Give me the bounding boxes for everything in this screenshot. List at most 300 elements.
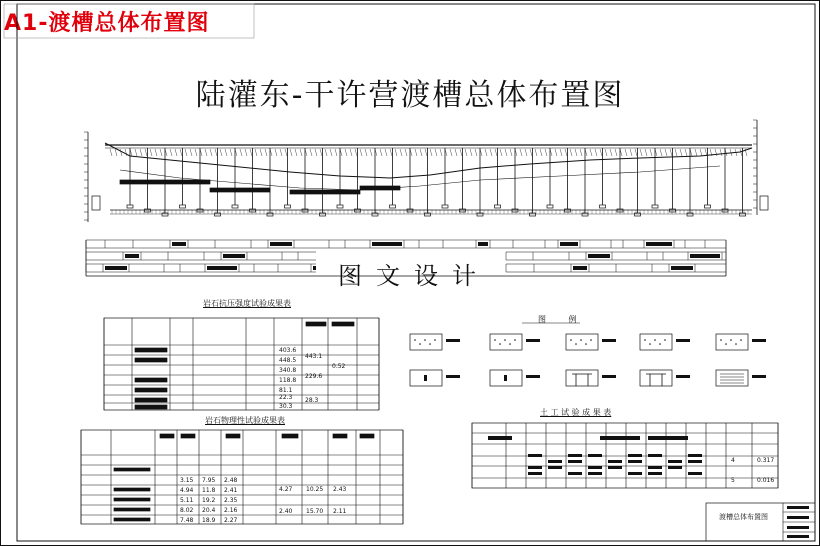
- pier-footing: [320, 213, 326, 216]
- banner-block: [172, 242, 186, 246]
- title-block: [706, 503, 815, 541]
- pier-footing: [145, 209, 151, 212]
- deck-hatch: [155, 149, 157, 156]
- table2-fill: [226, 434, 240, 438]
- table3-cell-fill: [528, 454, 542, 457]
- table2-value: 4.27: [279, 486, 293, 493]
- deck-hatch: [350, 149, 352, 156]
- banner-block: [671, 266, 693, 270]
- deck-hatch: [475, 149, 477, 156]
- drawing-title: 陆灌东-干许营渡槽总体布置图: [195, 78, 625, 113]
- table3-cell-fill: [528, 466, 542, 469]
- legend-dot: [419, 343, 421, 345]
- pier-footing: [180, 205, 186, 208]
- banner-block: [560, 242, 578, 246]
- deck-hatch: [530, 149, 532, 156]
- table1-value: 443.1: [305, 353, 323, 360]
- legend-label-bar: [526, 339, 540, 342]
- banner-block: [313, 266, 316, 270]
- pier-footing: [705, 205, 711, 208]
- table2-value: 2.35: [224, 497, 238, 504]
- legend-dot: [725, 343, 727, 345]
- deck-hatch: [245, 149, 247, 156]
- deck-hatch: [275, 149, 277, 156]
- deck-hatch: [595, 149, 597, 156]
- deck-hatch: [535, 149, 537, 156]
- banner-block: [207, 266, 237, 270]
- pier-footing: [425, 213, 431, 216]
- deck-hatch: [360, 149, 362, 156]
- title-banner: [86, 240, 726, 276]
- deck-hatch: [190, 149, 192, 156]
- table3-cell-fill: [688, 472, 702, 475]
- legend-swatch: [640, 334, 672, 350]
- deck-hatch: [435, 149, 437, 156]
- legend-swatch: [490, 334, 522, 350]
- deck-hatch: [355, 149, 357, 156]
- deck-hatch: [335, 149, 337, 156]
- table2-value: 2.27: [224, 517, 238, 524]
- legend-dot: [499, 343, 501, 345]
- legend-dot: [575, 343, 577, 345]
- pier-footing: [232, 205, 238, 208]
- table2-value: 19.2: [202, 497, 216, 504]
- deck-hatch: [430, 149, 432, 156]
- table3-cell-fill: [588, 466, 602, 469]
- deck-hatch: [295, 149, 297, 156]
- deck-hatch: [425, 149, 427, 156]
- table1-value: 81.1: [279, 387, 293, 394]
- deck-hatch: [260, 149, 262, 156]
- deck-hatch: [195, 149, 197, 156]
- pier-footing: [390, 205, 396, 208]
- deck-hatch: [345, 149, 347, 156]
- legend-dot: [494, 339, 496, 341]
- deck-hatch: [630, 149, 632, 156]
- deck-hatch: [380, 149, 382, 156]
- deck-hatch: [300, 149, 302, 156]
- table2-value: 7.48: [180, 517, 194, 524]
- table1-value: 0.52: [332, 363, 346, 370]
- pier-footing: [547, 205, 553, 208]
- deck-hatch: [685, 149, 687, 156]
- legend-dot: [590, 339, 592, 341]
- title-block-fill: [787, 526, 809, 529]
- table3-cell-fill: [588, 472, 602, 475]
- deck-hatch: [695, 149, 697, 156]
- deck-hatch: [575, 149, 577, 156]
- table1-value: 30.3: [279, 403, 293, 410]
- title-block-fill: [787, 506, 809, 509]
- deck-hatch: [465, 149, 467, 156]
- table3-head-fill: [648, 436, 688, 440]
- deck-hatch: [545, 149, 547, 156]
- pier-footing: [215, 213, 221, 216]
- deck-hatch: [600, 149, 602, 156]
- table1-value: 118.8: [279, 377, 297, 384]
- deck-hatch: [240, 149, 242, 156]
- deck-hatch: [315, 149, 317, 156]
- title-block-fill: [787, 516, 809, 519]
- deck-hatch: [605, 149, 607, 156]
- legend-dot: [434, 339, 436, 341]
- table1-fill: [306, 322, 326, 326]
- deck-hatch: [230, 149, 232, 156]
- pier-footing: [565, 209, 571, 212]
- sheet-label: A1-渡槽总体布置图: [4, 11, 210, 36]
- deck-hatch: [365, 149, 367, 156]
- table2-fill: [160, 434, 174, 438]
- legend-label-bar: [602, 375, 616, 378]
- deck-hatch: [290, 149, 292, 156]
- deck-hatch: [490, 149, 492, 156]
- table2-value: 2.41: [224, 487, 238, 494]
- table2-fill: [114, 498, 150, 501]
- legend-dot: [514, 339, 516, 341]
- legend-swatch: [716, 334, 748, 350]
- deck-hatch: [505, 149, 507, 156]
- table1-value: 28.3: [305, 397, 319, 404]
- table1-fill: [135, 405, 167, 409]
- deck-hatch: [580, 149, 582, 156]
- table3-cell-fill: [568, 454, 582, 457]
- deck-hatch: [645, 149, 647, 156]
- deck-hatch: [470, 149, 472, 156]
- legend-mark: [504, 375, 507, 381]
- scale-label: [92, 196, 100, 210]
- deck-hatch: [125, 149, 127, 156]
- deck-hatch: [135, 149, 137, 156]
- pier-footing: [337, 205, 343, 208]
- table3-cell-fill: [608, 466, 622, 469]
- legend-label-bar: [676, 375, 690, 378]
- legend-dot: [664, 339, 666, 341]
- legend-swatch: [716, 370, 748, 386]
- pier-footing: [250, 209, 256, 212]
- banner-block: [588, 254, 610, 258]
- deck-hatch: [370, 149, 372, 156]
- deck-hatch: [140, 149, 142, 156]
- legend-label-bar: [446, 375, 460, 378]
- table2-fill: [360, 434, 374, 438]
- deck-hatch: [160, 149, 162, 156]
- banner-block: [690, 254, 720, 258]
- deck-hatch: [400, 149, 402, 156]
- profile-drawing: [84, 120, 768, 222]
- pier-footing: [460, 209, 466, 212]
- pier-footing: [127, 205, 133, 208]
- table2-title: 岩石物理性试验成果表: [205, 416, 285, 425]
- legend-dot: [504, 339, 506, 341]
- pier-footing: [722, 209, 728, 212]
- pier-footing: [512, 209, 518, 212]
- deck-hatch: [180, 149, 182, 156]
- legend-dot: [649, 343, 651, 345]
- deck-hatch: [495, 149, 497, 156]
- deck-hatch: [405, 149, 407, 156]
- deck-hatch: [215, 149, 217, 156]
- table3-cell-fill: [668, 466, 682, 469]
- table3-cell-fill: [608, 460, 622, 463]
- deck-hatch: [555, 149, 557, 156]
- legend-label-bar: [752, 339, 766, 342]
- legend-label-bar: [602, 339, 616, 342]
- deck-hatch: [570, 149, 572, 156]
- table3-cell-fill: [528, 472, 542, 475]
- table3-cell-fill: [628, 454, 642, 457]
- table2-fill: [114, 508, 150, 511]
- deck-hatch: [415, 149, 417, 156]
- legend-dot: [720, 339, 722, 341]
- legend-label-bar: [446, 339, 460, 342]
- table3-cell-fill: [668, 460, 682, 463]
- deck-hatch: [525, 149, 527, 156]
- banner-block: [223, 254, 245, 258]
- deck-hatch: [420, 149, 422, 156]
- deck-hatch: [455, 149, 457, 156]
- deck-hatch: [265, 149, 267, 156]
- deck-hatch: [510, 149, 512, 156]
- strata-band: [360, 186, 400, 190]
- pier-footing: [670, 209, 676, 212]
- deck-hatch: [720, 149, 722, 156]
- deck-hatch: [220, 149, 222, 156]
- table1-value: 229.6: [305, 373, 323, 380]
- legend-dot: [730, 339, 732, 341]
- table2-value: 15.70: [306, 508, 324, 515]
- deck-hatch: [320, 149, 322, 156]
- table3-cell-fill: [648, 466, 662, 469]
- table1-fill: [135, 378, 167, 382]
- deck-hatch: [700, 149, 702, 156]
- deck-hatch: [175, 149, 177, 156]
- pier-footing: [495, 205, 501, 208]
- deck-hatch: [310, 149, 312, 156]
- rock-line: [120, 166, 720, 190]
- pier-footing: [530, 213, 536, 216]
- legend-dot: [740, 339, 742, 341]
- table-rock-physical: [81, 430, 403, 524]
- legend-swatch: [640, 370, 672, 386]
- table3-value: 0.016: [757, 477, 775, 484]
- deck-hatch: [115, 149, 117, 156]
- table3-title: 土 工 试 验 成 果 表: [540, 408, 612, 417]
- table2-value: 4.94: [180, 487, 194, 494]
- table2-value: 18.9: [202, 517, 216, 524]
- pier-footing: [582, 213, 588, 216]
- table2-fill: [114, 468, 150, 471]
- deck-hatch: [280, 149, 282, 156]
- table2-value: 20.4: [202, 507, 216, 514]
- banner-block: [372, 242, 402, 246]
- table2-fill: [282, 434, 298, 438]
- deck-hatch: [325, 149, 327, 156]
- deck-hatch: [210, 149, 212, 156]
- deck-hatch: [650, 149, 652, 156]
- legend-label-bar: [676, 339, 690, 342]
- banner-block: [270, 242, 292, 246]
- table2-value: 10.25: [306, 486, 324, 493]
- table3-cell-fill: [648, 454, 662, 457]
- legend-dot: [414, 339, 416, 341]
- banner-block: [573, 266, 587, 270]
- deck-hatch: [205, 149, 207, 156]
- table1-fill: [135, 358, 167, 362]
- deck-hatch: [110, 149, 112, 156]
- pier-footing: [355, 209, 361, 212]
- table1-value: 403.6: [279, 347, 297, 354]
- legend-dot: [424, 339, 426, 341]
- table1-title: 岩石抗压强度试验成果表: [203, 299, 291, 308]
- title-block-name: 渡槽总体布置图: [719, 513, 768, 521]
- deck-hatch: [675, 149, 677, 156]
- table1-fill: [332, 322, 354, 326]
- deck-hatch: [460, 149, 462, 156]
- deck-hatch: [625, 149, 627, 156]
- pier-footing: [285, 205, 291, 208]
- deck-hatch: [330, 149, 332, 156]
- deck-hatch: [170, 149, 172, 156]
- table3-value: 0.317: [757, 457, 775, 464]
- table3-cell-fill: [688, 460, 702, 463]
- table2-value: 8.02: [180, 507, 194, 514]
- legend-swatch: [566, 370, 598, 386]
- deck-hatch: [385, 149, 387, 156]
- deck-hatch: [560, 149, 562, 156]
- deck-hatch: [565, 149, 567, 156]
- legend-dot: [570, 339, 572, 341]
- table2-value: 2.11: [333, 508, 347, 515]
- pier-footing: [372, 213, 378, 216]
- legend-dot: [644, 339, 646, 341]
- deck-hatch: [590, 149, 592, 156]
- banner-block: [646, 242, 672, 246]
- table3-cell-fill: [628, 472, 642, 475]
- deck-hatch: [255, 149, 257, 156]
- scale-label: [760, 196, 768, 210]
- legend: [410, 323, 766, 386]
- legend-dot: [735, 343, 737, 345]
- table3-cell-fill: [568, 472, 582, 475]
- deck-hatch: [120, 149, 122, 156]
- deck-hatch: [740, 149, 742, 156]
- table1-value: 448.5: [279, 357, 297, 364]
- legend-label-bar: [526, 375, 540, 378]
- table2-value: 2.48: [224, 477, 238, 484]
- table2-value: 5.11: [180, 497, 194, 504]
- legend-mark: [424, 375, 427, 381]
- deck-hatch: [660, 149, 662, 156]
- table3-cell-fill: [568, 460, 582, 463]
- table3-cell-fill: [548, 466, 562, 469]
- table3-cell-fill: [628, 460, 642, 463]
- table1-value: 340.8: [279, 367, 297, 374]
- deck-hatch: [395, 149, 397, 156]
- table3-cell-fill: [548, 460, 562, 463]
- deck-hatch: [670, 149, 672, 156]
- banner-block: [125, 254, 139, 258]
- banner-block: [105, 266, 127, 270]
- table-soil-test: [472, 423, 778, 488]
- deck-hatch: [520, 149, 522, 156]
- legend-dot: [509, 343, 511, 345]
- table1-fill: [135, 388, 167, 392]
- deck-hatch: [680, 149, 682, 156]
- deck-hatch: [150, 149, 152, 156]
- deck-hatch: [450, 149, 452, 156]
- legend-swatch: [410, 334, 442, 350]
- deck-hatch: [500, 149, 502, 156]
- deck-hatch: [185, 149, 187, 156]
- legend-dot: [429, 343, 431, 345]
- pier-footing: [652, 205, 658, 208]
- sheet-label-box: [4, 4, 254, 38]
- banner-block: [478, 242, 488, 246]
- outer-border: [1, 1, 820, 546]
- legend-dot: [580, 339, 582, 341]
- deck-hatch: [610, 149, 612, 156]
- table1-value: 22.3: [279, 394, 293, 401]
- pier-footing: [635, 213, 641, 216]
- legend-swatch: [566, 334, 598, 350]
- deck-hatch: [145, 149, 147, 156]
- legend-title: 图 例: [538, 315, 587, 324]
- deck-hatch: [485, 149, 487, 156]
- title-block-fill: [787, 535, 809, 538]
- deck-hatch: [665, 149, 667, 156]
- pier-footing: [600, 205, 606, 208]
- table2-fill: [114, 488, 150, 491]
- table2-fill: [181, 434, 195, 438]
- deck-hatch: [640, 149, 642, 156]
- table3-cell-fill: [688, 454, 702, 457]
- legend-label-bar: [752, 375, 766, 378]
- table2-value: 2.40: [279, 508, 293, 515]
- deck-hatch: [225, 149, 227, 156]
- table2-value: 2.43: [333, 486, 347, 493]
- deck-hatch: [285, 149, 287, 156]
- deck-hatch: [540, 149, 542, 156]
- legend-dot: [654, 339, 656, 341]
- table2-fill: [333, 434, 347, 438]
- table2-value: 2.16: [224, 507, 238, 514]
- table2-value: 11.8: [202, 487, 216, 494]
- deck-hatch: [440, 149, 442, 156]
- legend-dot: [659, 343, 661, 345]
- legend-dot: [585, 343, 587, 345]
- pier-footing: [740, 213, 746, 216]
- table2-value: 3.15: [180, 477, 194, 484]
- strata-band: [120, 180, 210, 184]
- stamp-title: 图文设计: [338, 262, 490, 290]
- table3-value: 5: [731, 477, 735, 484]
- table3-head-fill: [488, 436, 512, 440]
- table2-fill: [114, 518, 150, 521]
- table3-cell-fill: [648, 472, 662, 475]
- pier-footing: [442, 205, 448, 208]
- strata-band: [210, 188, 270, 192]
- deck-hatch: [615, 149, 617, 156]
- pier-footing: [302, 209, 308, 212]
- pier-footing: [162, 213, 168, 216]
- deck-hatch: [635, 149, 637, 156]
- table3-value: 4: [731, 457, 735, 464]
- table-rock-strength: [104, 318, 379, 410]
- table2-value: 7.95: [202, 477, 216, 484]
- deck-hatch: [250, 149, 252, 156]
- table1-fill: [135, 348, 167, 352]
- strata-band: [290, 190, 360, 194]
